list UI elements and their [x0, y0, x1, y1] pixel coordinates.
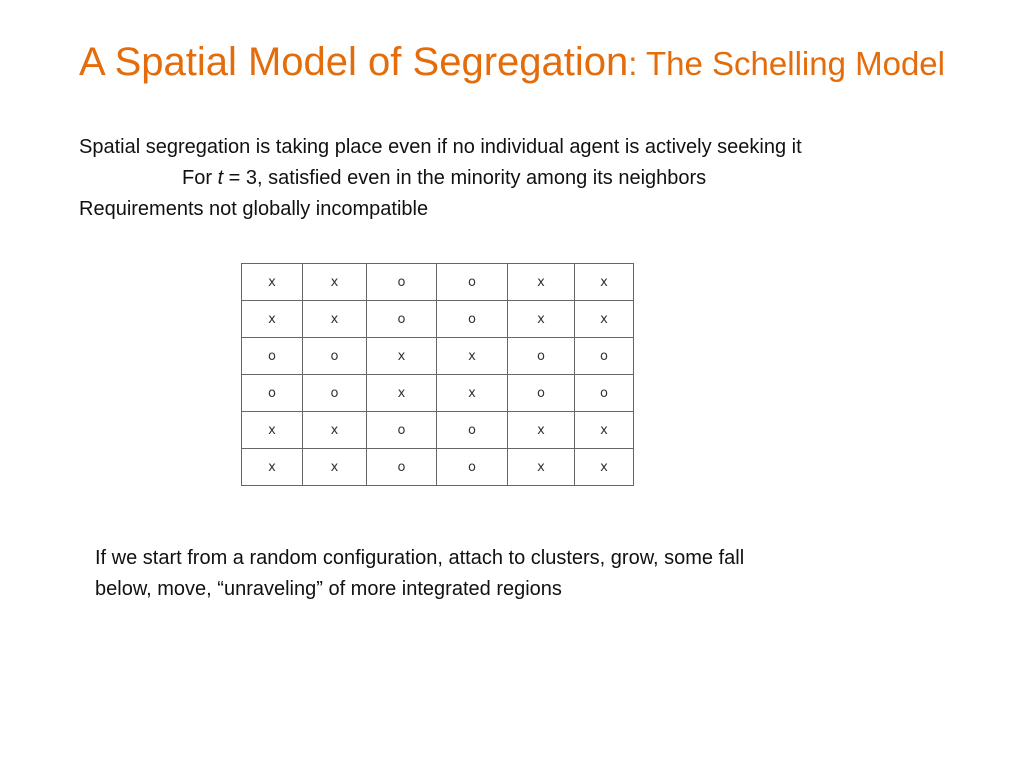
grid-cell: x — [367, 338, 437, 375]
body-line-4: If we start from a random configuration, attach to clusters, grow, some fall — [95, 547, 745, 569]
grid-cell: o — [367, 301, 437, 338]
grid-cell: x — [508, 301, 575, 338]
line2-prefix: For — [182, 167, 218, 189]
grid-cell: x — [575, 264, 634, 301]
line2-suffix: = 3, satisfied even in the minority among its neighbors — [223, 167, 707, 189]
grid-cell: o — [508, 338, 575, 375]
grid-cell: o — [242, 375, 303, 412]
grid-cell: x — [303, 264, 367, 301]
grid-cell: o — [575, 338, 634, 375]
grid-cell: x — [508, 412, 575, 449]
body-line-5: below, move, “unraveling” of more integrated regions — [95, 578, 562, 600]
body-line-3: Requirements not globally incompatible — [79, 198, 429, 220]
grid-cell: x — [575, 449, 634, 486]
grid-row — [242, 449, 634, 486]
grid-cell: o — [367, 412, 437, 449]
body-line-2 — [182, 166, 706, 190]
grid-row — [242, 338, 634, 375]
grid-cell: x — [242, 449, 303, 486]
grid-cell: x — [508, 264, 575, 301]
grid-cell: o — [367, 264, 437, 301]
grid-cell: x — [575, 412, 634, 449]
grid-cell: o — [303, 338, 367, 375]
grid-cell: x — [575, 301, 634, 338]
grid-row — [242, 412, 634, 449]
grid-cell: x — [508, 449, 575, 486]
grid-cell: x — [303, 412, 367, 449]
grid-cell: o — [303, 375, 367, 412]
grid-cell: x — [242, 301, 303, 338]
grid-cell: x — [437, 375, 508, 412]
schelling-grid — [241, 263, 634, 486]
title-main: A Spatial Model of Segregation — [78, 40, 629, 84]
grid-cell: o — [437, 264, 508, 301]
grid-cell: o — [437, 449, 508, 486]
grid-cell: x — [242, 412, 303, 449]
grid-cell: o — [367, 449, 437, 486]
grid-row — [242, 375, 634, 412]
title-subtitle: : The Schelling Model — [628, 45, 945, 82]
grid-cell: o — [437, 301, 508, 338]
grid-cell: x — [303, 449, 367, 486]
grid-row — [242, 264, 634, 301]
grid-cell: x — [303, 301, 367, 338]
grid-cell: o — [508, 375, 575, 412]
line2-variable: t — [217, 167, 224, 189]
body-line-1: Spatial segregation is taking place even if no individual agent is actively seeking it — [79, 136, 802, 158]
grid-cell: x — [242, 264, 303, 301]
grid-cell: x — [367, 375, 437, 412]
grid-row — [242, 301, 634, 338]
grid-cell: o — [242, 338, 303, 375]
grid-cell: o — [575, 375, 634, 412]
grid-cell: x — [437, 338, 508, 375]
slide-title — [0, 40, 1024, 85]
grid-cell: o — [437, 412, 508, 449]
